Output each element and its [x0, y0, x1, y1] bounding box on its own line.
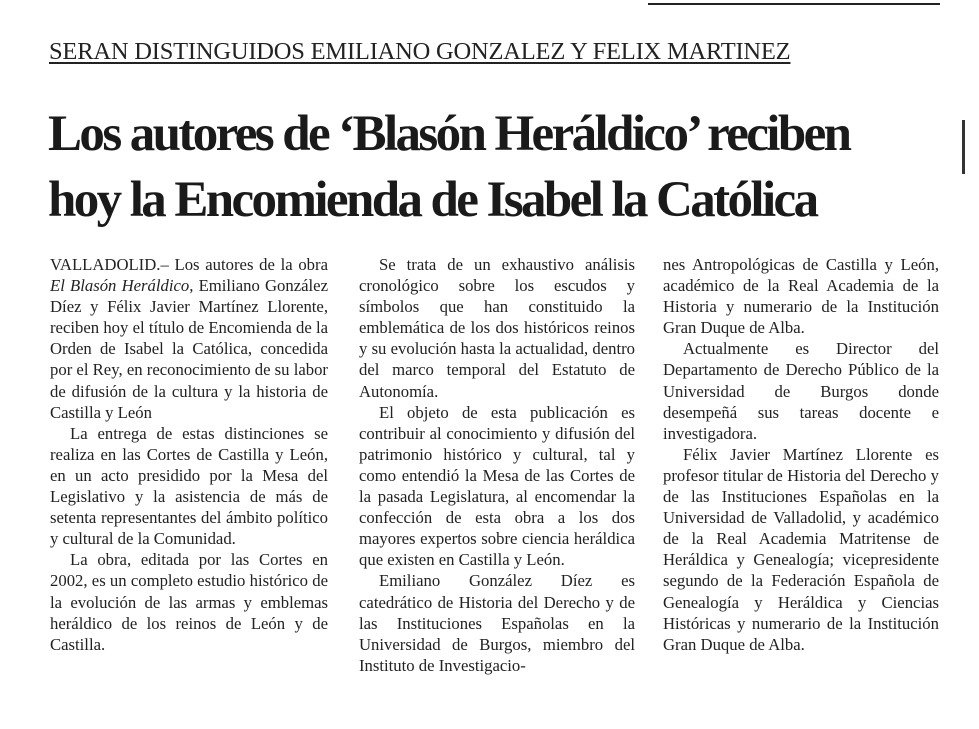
paragraph-text: , Emiliano González Díez y Félix Javier Martínez Llorente, reciben hoy el título de Encomienda de la Orden de Isabel la Católica, concedida por el Rey, en reconocimiento de su labor de difusión de la cultura y la historia de Castilla y León [50, 276, 328, 422]
paragraph: El objeto de esta publicación es contribuir al conocimiento y difusión del patrimonio histórico y cultural, tal y como entendió la Mesa de las Cortes de la pasada Legislatura, al encomendar la confección de esta obra a los dos mayores expertos sobre ciencia heráldica que existen en Castilla y León. [359, 402, 635, 570]
headline-line-1: Los autores de ‘Blasón Heráldico’ reciben [48, 106, 850, 162]
dateline: VALLADOLID.– [50, 255, 169, 274]
paragraph [50, 254, 328, 423]
kicker-headline: SERAN DISTINGUIDOS EMILIANO GONZALEZ Y FELIX MARTINEZ [49, 38, 791, 65]
paragraph: nes Antropológicas de Castilla y León, académico de la Real Academia de la Historia y numerario de la Institución Gran Duque de Alba. [663, 255, 939, 338]
headline-line-2: hoy la Encomienda de Isabel la Católica [48, 172, 817, 228]
article-column-3 [663, 254, 939, 704]
paragraph: Emiliano González Díez es catedrático de Historia del Derecho y de las Instituciones Españolas en la Universidad de Burgos, miembro del Instituto de Investigacio- [359, 571, 635, 675]
paragraph: La entrega de estas distinciones se realiza en las Cortes de Castilla y León, en un acto presidido por la Mesa del Legislativo y la asistencia de más de setenta representantes del ámbito político y cultural de la Comunidad. [50, 423, 328, 549]
paragraph: Se trata de un exhaustivo análisis cronológico sobre los escudos y símbolos que han constituido la emblemática de los dos históricos reinos y su evolución hasta la actualidad, dentro del marco temporal del Estatuto de Autonomía. [359, 255, 635, 401]
paragraph: Félix Javier Martínez Llorente es profesor titular de Historia del Derecho y de las Instituciones Españolas en la Universidad de Valladolid, y académico de la Real Academia Matritense de Heráldica y Genealogía; vicepresidente segundo de la Federación Española de Genealogía y Heráldica y Ciencias Históricas y numerario de la Institución Gran Duque de Alba. [663, 444, 939, 654]
headline [48, 101, 960, 233]
top-rule [648, 3, 940, 5]
paragraph: La obra, editada por las Cortes en 2002, es un completo estudio histórico de la evolución de las armas y emblemas heráldico de los reinos de León y de Castilla. [50, 550, 328, 654]
article-column-1 [50, 254, 328, 704]
book-title: El Blasón Heráldico [50, 276, 190, 296]
page-edge-mark [962, 120, 965, 174]
paragraph: Actualmente es Director del Departamento de Derecho Público de la Universidad de Burgos donde desempeñá sus tareas docente e investigadora. [663, 339, 939, 443]
paragraph-text: Los autores de la obra [168, 255, 328, 274]
article-column-2 [359, 254, 635, 704]
